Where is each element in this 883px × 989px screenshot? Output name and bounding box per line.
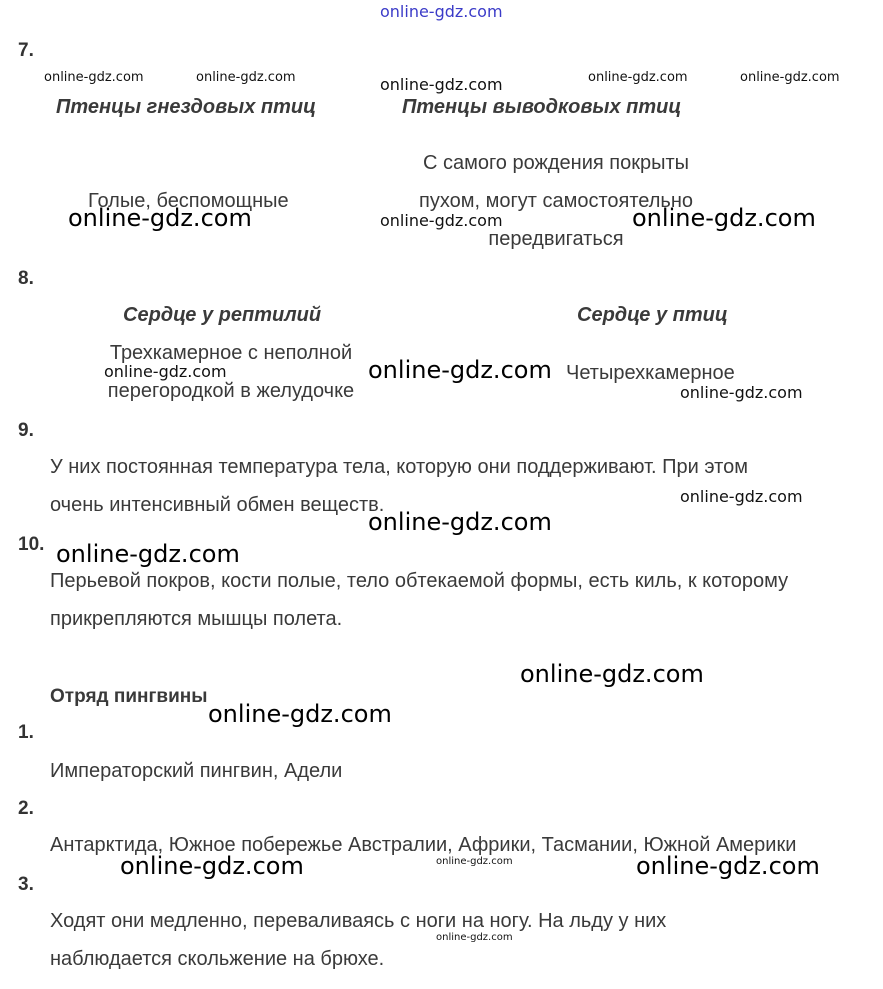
q7-left-text: Голые, беспомощные bbox=[88, 190, 289, 212]
q8-right-header: Сердце у птиц bbox=[577, 304, 728, 326]
penguin-question-2-number: 2. bbox=[18, 798, 34, 819]
penguin-answer-3-line-2: наблюдается скольжение на брюхе. bbox=[50, 948, 385, 970]
watermark: online-gdz.com bbox=[104, 362, 227, 381]
watermark: online-gdz.com bbox=[44, 70, 144, 85]
question-7-number: 7. bbox=[18, 40, 34, 61]
penguin-answer-1: Императорский пингвин, Адели bbox=[50, 760, 343, 782]
watermark: online-gdz.com bbox=[680, 383, 803, 402]
watermark: online-gdz.com bbox=[436, 856, 513, 867]
watermark: online-gdz.com bbox=[436, 932, 513, 943]
watermark: online-gdz.com bbox=[368, 356, 552, 384]
watermark: online-gdz.com bbox=[636, 852, 820, 880]
watermark: online-gdz.com bbox=[380, 75, 503, 94]
watermark-top: online-gdz.com bbox=[380, 2, 503, 21]
q10-line-1: Перьевой покров, кости полые, тело обтекаемой формы, есть киль, к которому bbox=[50, 570, 789, 592]
penguin-answer-3-line-1: Ходят они медленно, переваливаясь с ноги на ногу. На льду у них bbox=[50, 910, 667, 932]
q7-right-line-3: передвигаться bbox=[488, 228, 624, 250]
q8-left-header: Сердце у рептилий bbox=[123, 304, 322, 326]
q8-left-line-2: перегородкой в желудочке bbox=[107, 380, 355, 402]
watermark: online-gdz.com bbox=[56, 540, 240, 568]
watermark: online-gdz.com bbox=[520, 660, 704, 688]
q7-right-line-2: пухом, могут самостоятельно bbox=[418, 190, 693, 212]
q9-line-2: очень интенсивный обмен веществ. bbox=[50, 494, 385, 516]
question-10-number: 10. bbox=[18, 534, 45, 555]
q9-line-1: У них постоянная температура тела, которую они поддерживают. При этом bbox=[50, 456, 748, 478]
q7-right-line-1: С самого рождения покрыты bbox=[422, 152, 690, 174]
section-title: Отряд пингвины bbox=[50, 686, 208, 707]
question-9-number: 9. bbox=[18, 420, 34, 441]
penguin-question-1-number: 1. bbox=[18, 722, 34, 743]
watermark: online-gdz.com bbox=[740, 70, 840, 85]
question-8-number: 8. bbox=[18, 268, 34, 289]
q8-right-text: Четырехкамерное bbox=[566, 362, 735, 384]
q7-left-header: Птенцы гнездовых птиц bbox=[56, 96, 317, 118]
watermark: online-gdz.com bbox=[380, 211, 503, 230]
penguin-answer-2: Антарктида, Южное побережье Австралии, Африки, Тасмании, Южной Америки bbox=[50, 834, 797, 856]
watermark: online-gdz.com bbox=[120, 852, 304, 880]
q10-line-2: прикрепляются мышцы полета. bbox=[50, 608, 343, 630]
q8-left-line-1: Трехкамерное с неполной bbox=[109, 342, 353, 364]
watermark: online-gdz.com bbox=[588, 70, 688, 85]
q7-right-header: Птенцы выводковых птиц bbox=[402, 96, 682, 118]
watermark: online-gdz.com bbox=[632, 204, 816, 232]
watermark: online-gdz.com bbox=[368, 508, 552, 536]
watermark: online-gdz.com bbox=[680, 487, 803, 506]
watermark: online-gdz.com bbox=[208, 700, 392, 728]
penguin-question-3-number: 3. bbox=[18, 874, 34, 895]
watermark: online-gdz.com bbox=[196, 70, 296, 85]
watermark: online-gdz.com bbox=[68, 204, 252, 232]
